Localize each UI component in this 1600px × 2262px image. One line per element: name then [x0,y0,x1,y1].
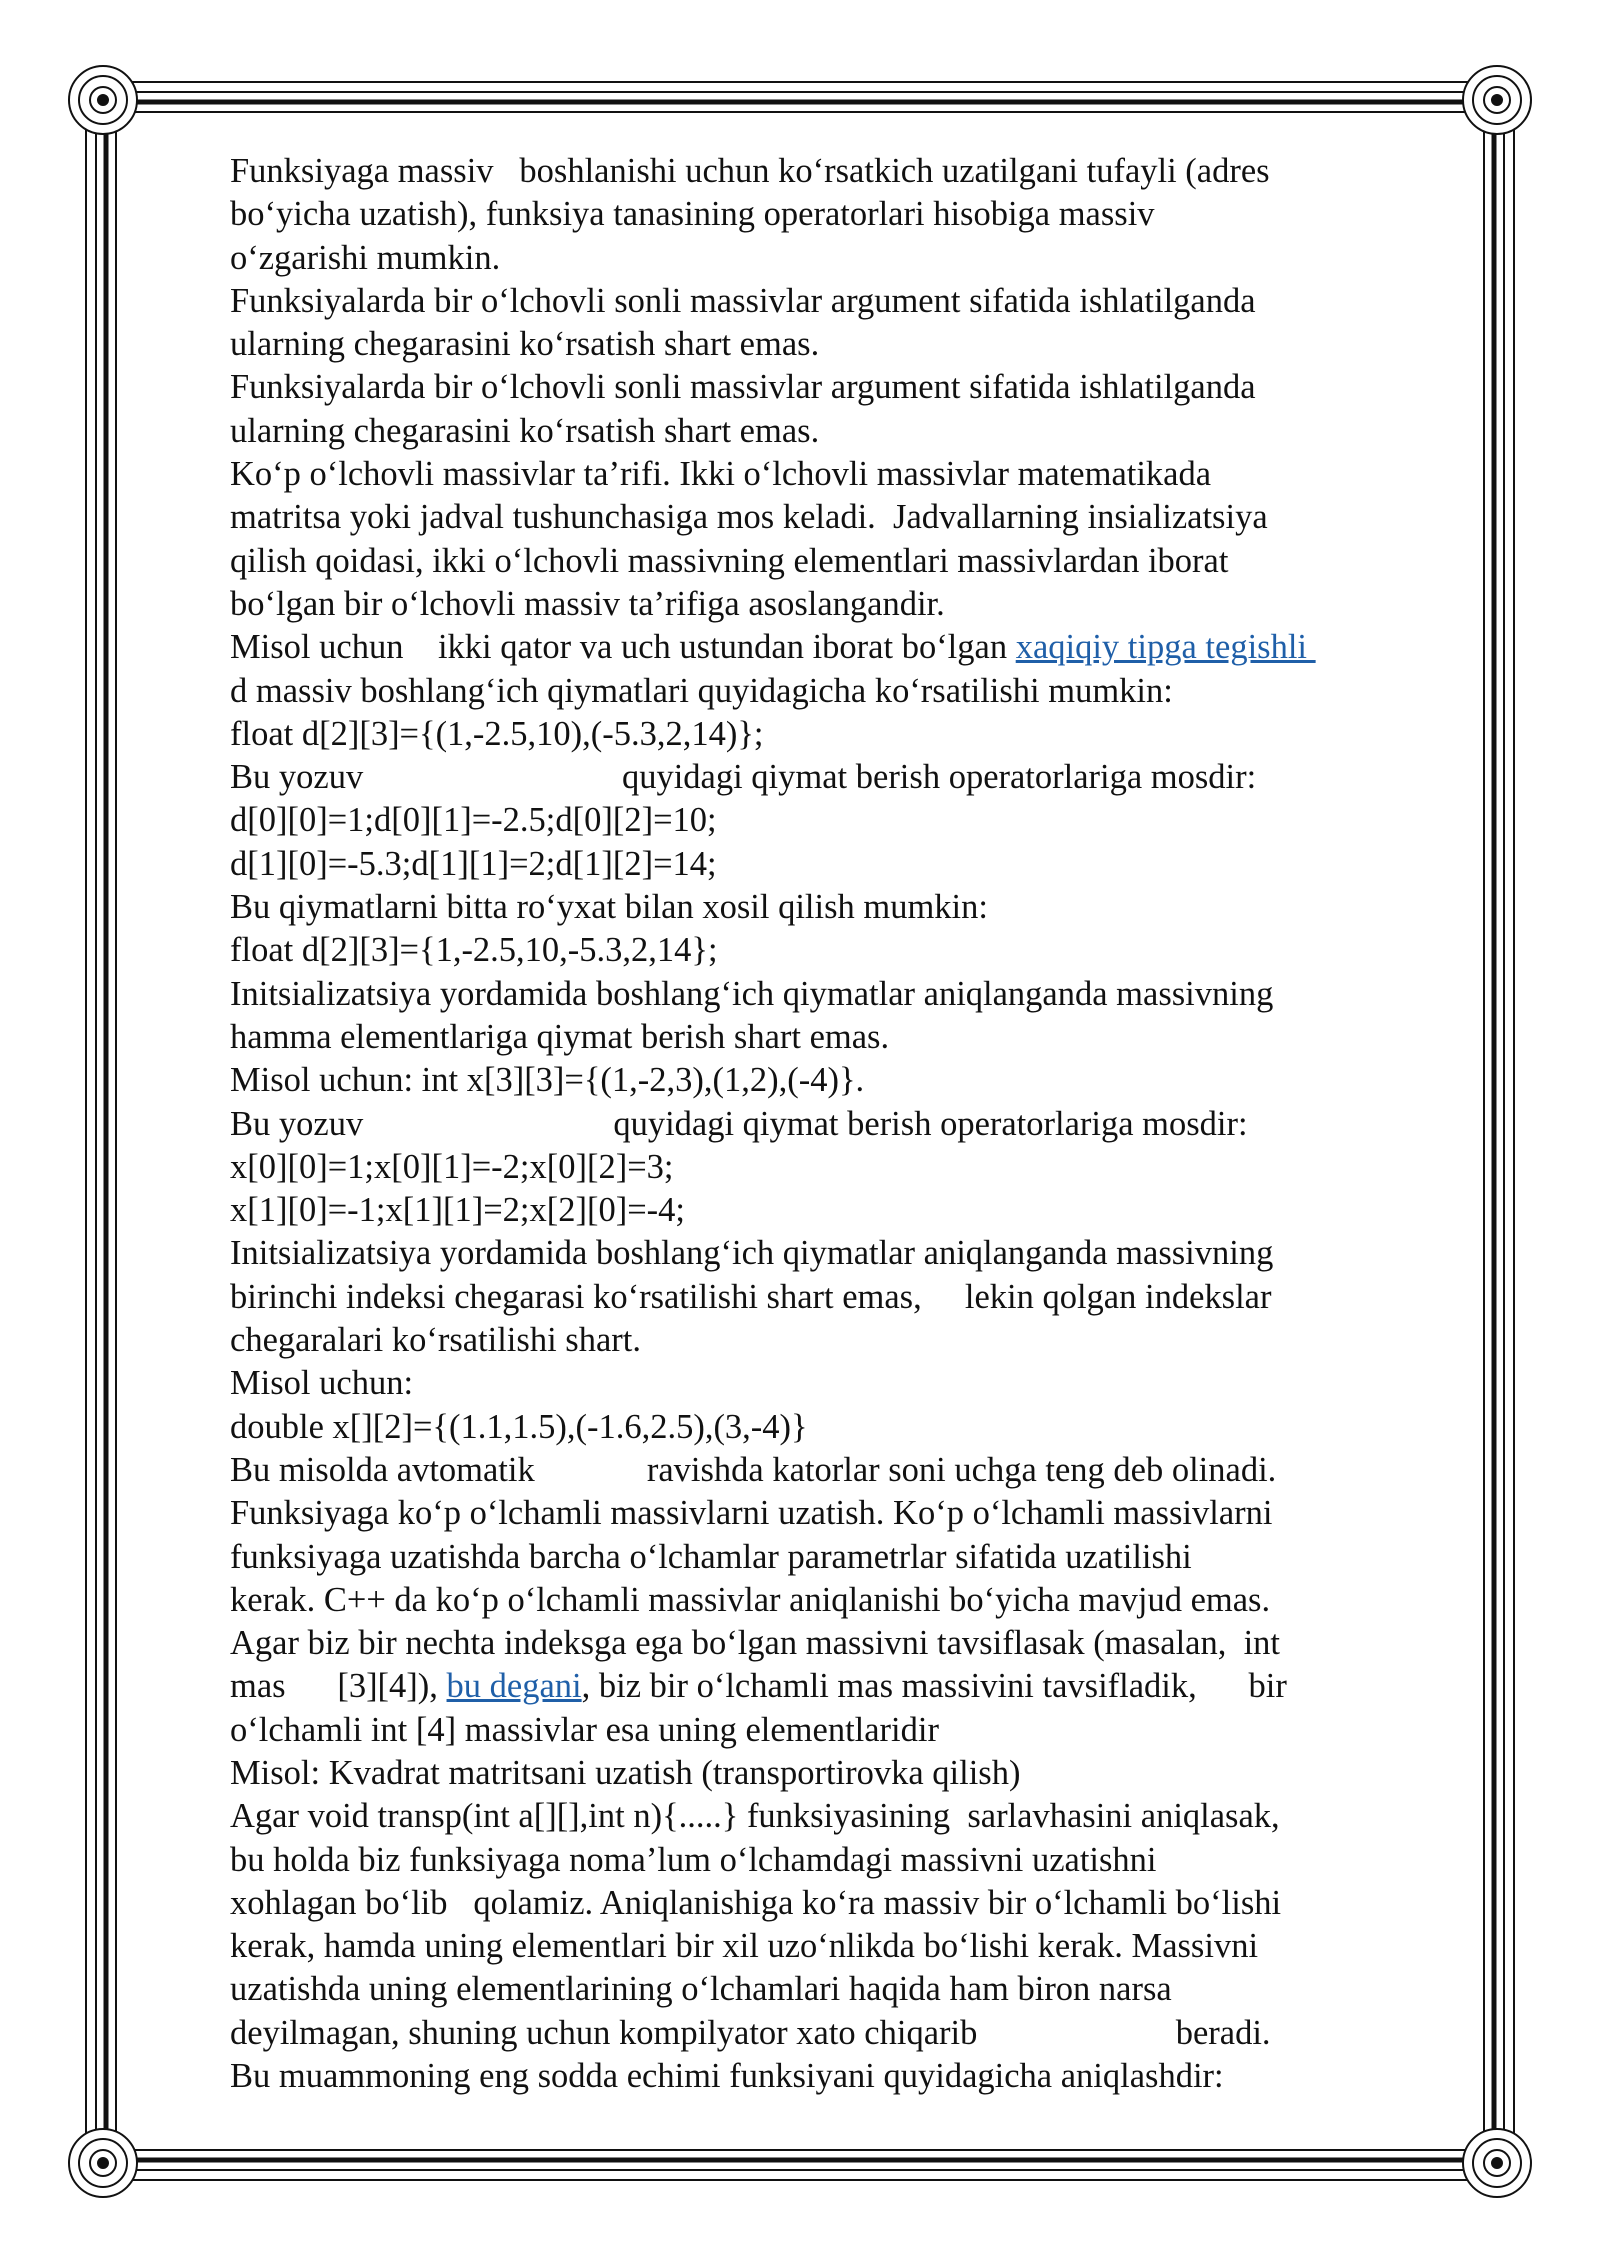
text-line-content: chegaralari ko‘rsatilishi shart. [230,1321,641,1360]
text-line [230,540,1415,583]
text-line [230,1016,1415,1059]
text-line [230,366,1415,409]
text-line-content: , biz bir o‘lchamli mas massivini tavsifladik, bir [581,1667,1287,1706]
text-line [230,1059,1415,1102]
document-body [230,150,1415,2098]
text-line-content: double x[][2]={(1.1,1.5),(-1.6,2.5),(3,-4)} [230,1407,808,1446]
text-line-content: bo‘yicha uzatish), funksiya tanasining operatorlari hisobiga massiv [230,195,1155,234]
text-line-content: Misol uchun: int x[3][3]={(1,-2,3),(1,2),(-4)}. [230,1061,865,1100]
text-line-content: Misol: Kvadrat matritsani uzatish (transportirovka qilish) [230,1753,1021,1792]
text-line [230,583,1415,626]
text-line [230,626,1415,669]
text-line [230,150,1415,193]
text-line [230,1406,1415,1449]
text-line-content: ularning chegarasini ko‘rsatish shart emas. [230,411,820,450]
text-line-content: Bu yozuv quyidagi qiymat berish operatorlariga mosdir: [230,758,1257,797]
text-line-content: bu holda biz funksiyaga noma’lum o‘lchamdagi massivni uzatishni [230,1840,1157,1879]
text-line [230,193,1415,236]
text-line [230,1492,1415,1535]
text-line-content: Initsializatsiya yordamida boshlang‘ich qiymatlar aniqlanganda massivning [230,1234,1274,1273]
text-line-content: Funksiyalarda bir o‘lchovli sonli massivlar argument sifatida ishlatilganda [230,368,1256,407]
text-line [230,1319,1415,1362]
text-line [230,756,1415,799]
text-line-content: Funksiyaga massiv boshlanishi uchun ko‘rsatkich uzatilgani tufayli (adres [230,152,1270,190]
text-line-content: kerak, hamda uning elementlari bir xil uzo‘nlikda bo‘lishi kerak. Massivni [230,1927,1259,1966]
text-line [230,1146,1415,1189]
text-line [230,410,1415,453]
text-line-content: float d[2][3]={(1,-2.5,10),(-5.3,2,14)}; [230,714,764,753]
text-line [230,1449,1415,1492]
text-line [230,1709,1415,1752]
text-line [230,237,1415,280]
text-line [230,2012,1415,2055]
text-line-content: kerak. C++ da ko‘p o‘lchamli massivlar aniqlanishi bo‘yicha mavjud emas. [230,1580,1271,1619]
text-line-content: o‘lchamli int [4] massivlar esa uning elementlaridir [230,1710,939,1749]
text-line [230,496,1415,539]
hyperlink[interactable]: bu degani [446,1667,582,1706]
text-line [230,1752,1415,1795]
text-line-content: Agar void transp(int a[][],int n){.....} funksiyasining sarlavhasini aniqlasak, [230,1797,1280,1836]
text-line-content: x[1][0]=-1;x[1][1]=2;x[2][0]=-4; [230,1191,685,1230]
text-line-content: Ko‘p o‘lchovli massivlar ta’rifi. Ikki o‘lchovli massivlar matematikada [230,455,1212,494]
text-line [230,886,1415,929]
text-line-content: hamma elementlariga qiymat berish shart emas. [230,1017,890,1056]
text-line-content: Funksiyalarda bir o‘lchovli sonli massivlar argument sifatida ishlatilganda [230,281,1256,320]
text-line [230,1362,1415,1405]
text-line [230,799,1415,842]
text-line-content: bo‘lgan bir o‘lchovli massiv ta’rifiga asoslangandir. [230,584,945,623]
text-line-content: Initsializatsiya yordamida boshlang‘ich qiymatlar aniqlanganda massivning [230,974,1274,1013]
text-line-content: o‘zgarishi mumkin. [230,238,501,277]
text-line-content: Funksiyaga ko‘p o‘lchamli massivlarni uzatish. Ko‘p o‘lchamli massivlarni [230,1494,1273,1533]
text-line-content: Bu misolda avtomatik ravishda katorlar soni uchga teng deb olinadi. [230,1450,1277,1489]
text-line-content: matritsa yoki jadval tushunchasiga mos keladi. Jadvallarning insializatsiya [230,498,1268,537]
text-line-content: d massiv boshlang‘ich qiymatlari quyidagicha ko‘rsatilishi mumkin: [230,671,1173,710]
text-line [230,713,1415,756]
text-line-content: xohlagan bo‘lib qolamiz. Aniqlanishiga ko‘ra massiv bir o‘lchamli bo‘lishi [230,1883,1282,1922]
text-line [230,1232,1415,1275]
text-line-content: Bu yozuv quyidagi qiymat berish operatorlariga mosdir: [230,1104,1248,1143]
text-line-content: ularning chegarasini ko‘rsatish shart emas. [230,325,820,364]
text-line-content: birinchi indeksi chegarasi ko‘rsatilishi shart emas, lekin qolgan indekslar [230,1277,1272,1316]
text-line [230,1665,1415,1708]
hyperlink[interactable]: xaqiqiy tipga tegishli [1015,628,1316,667]
text-line [230,1189,1415,1232]
text-line-content: Bu muammoning eng sodda echimi funksiyani quyidagicha aniqlashdir: [230,2057,1224,2096]
text-line [230,1622,1415,1665]
text-line-content: Misol uchun: [230,1364,414,1403]
text-line [230,1968,1415,2011]
text-line-content: deyilmagan, shuning uchun kompilyator xato chiqarib beradi. [230,2013,1271,2052]
text-line [230,843,1415,886]
text-line [230,973,1415,1016]
text-line [230,2055,1415,2098]
text-line-content: Bu qiymatlarni bitta ro‘yxat bilan xosil qilish mumkin: [230,888,988,927]
text-line [230,670,1415,713]
text-line-content: mas [3][4]), [230,1667,447,1706]
text-line-content: uzatishda uning elementlarining o‘lchamlari haqida ham biron narsa [230,1970,1172,2009]
text-line [230,323,1415,366]
text-line-content: d[1][0]=-5.3;d[1][1]=2;d[1][2]=14; [230,844,717,883]
text-line [230,1579,1415,1622]
text-line [230,1536,1415,1579]
text-line [230,1839,1415,1882]
text-line [230,1882,1415,1925]
text-line [230,280,1415,323]
text-line [230,1103,1415,1146]
text-line-content: d[0][0]=1;d[0][1]=-2.5;d[0][2]=10; [230,801,717,840]
text-line-content: x[0][0]=1;x[0][1]=-2;x[0][2]=3; [230,1147,674,1186]
text-line-content: float d[2][3]={1,-2.5,10,-5.3,2,14}; [230,931,718,970]
text-line-content: funksiyaga uzatishda barcha o‘lchamlar parametrlar sifatida uzatilishi [230,1537,1192,1576]
text-line [230,453,1415,496]
text-line-content: qilish qoidasi, ikki o‘lchovli massivning elementlari massivlardan iborat [230,541,1229,580]
text-line [230,1276,1415,1319]
text-line [230,1795,1415,1838]
text-line [230,1925,1415,1968]
text-line [230,929,1415,972]
text-line-content: Misol uchun ikki qator va uch ustundan iborat bo‘lgan [230,628,1016,667]
text-line-content: Agar biz bir nechta indeksga ega bo‘lgan massivni tavsiflasak (masalan, int [230,1624,1281,1663]
